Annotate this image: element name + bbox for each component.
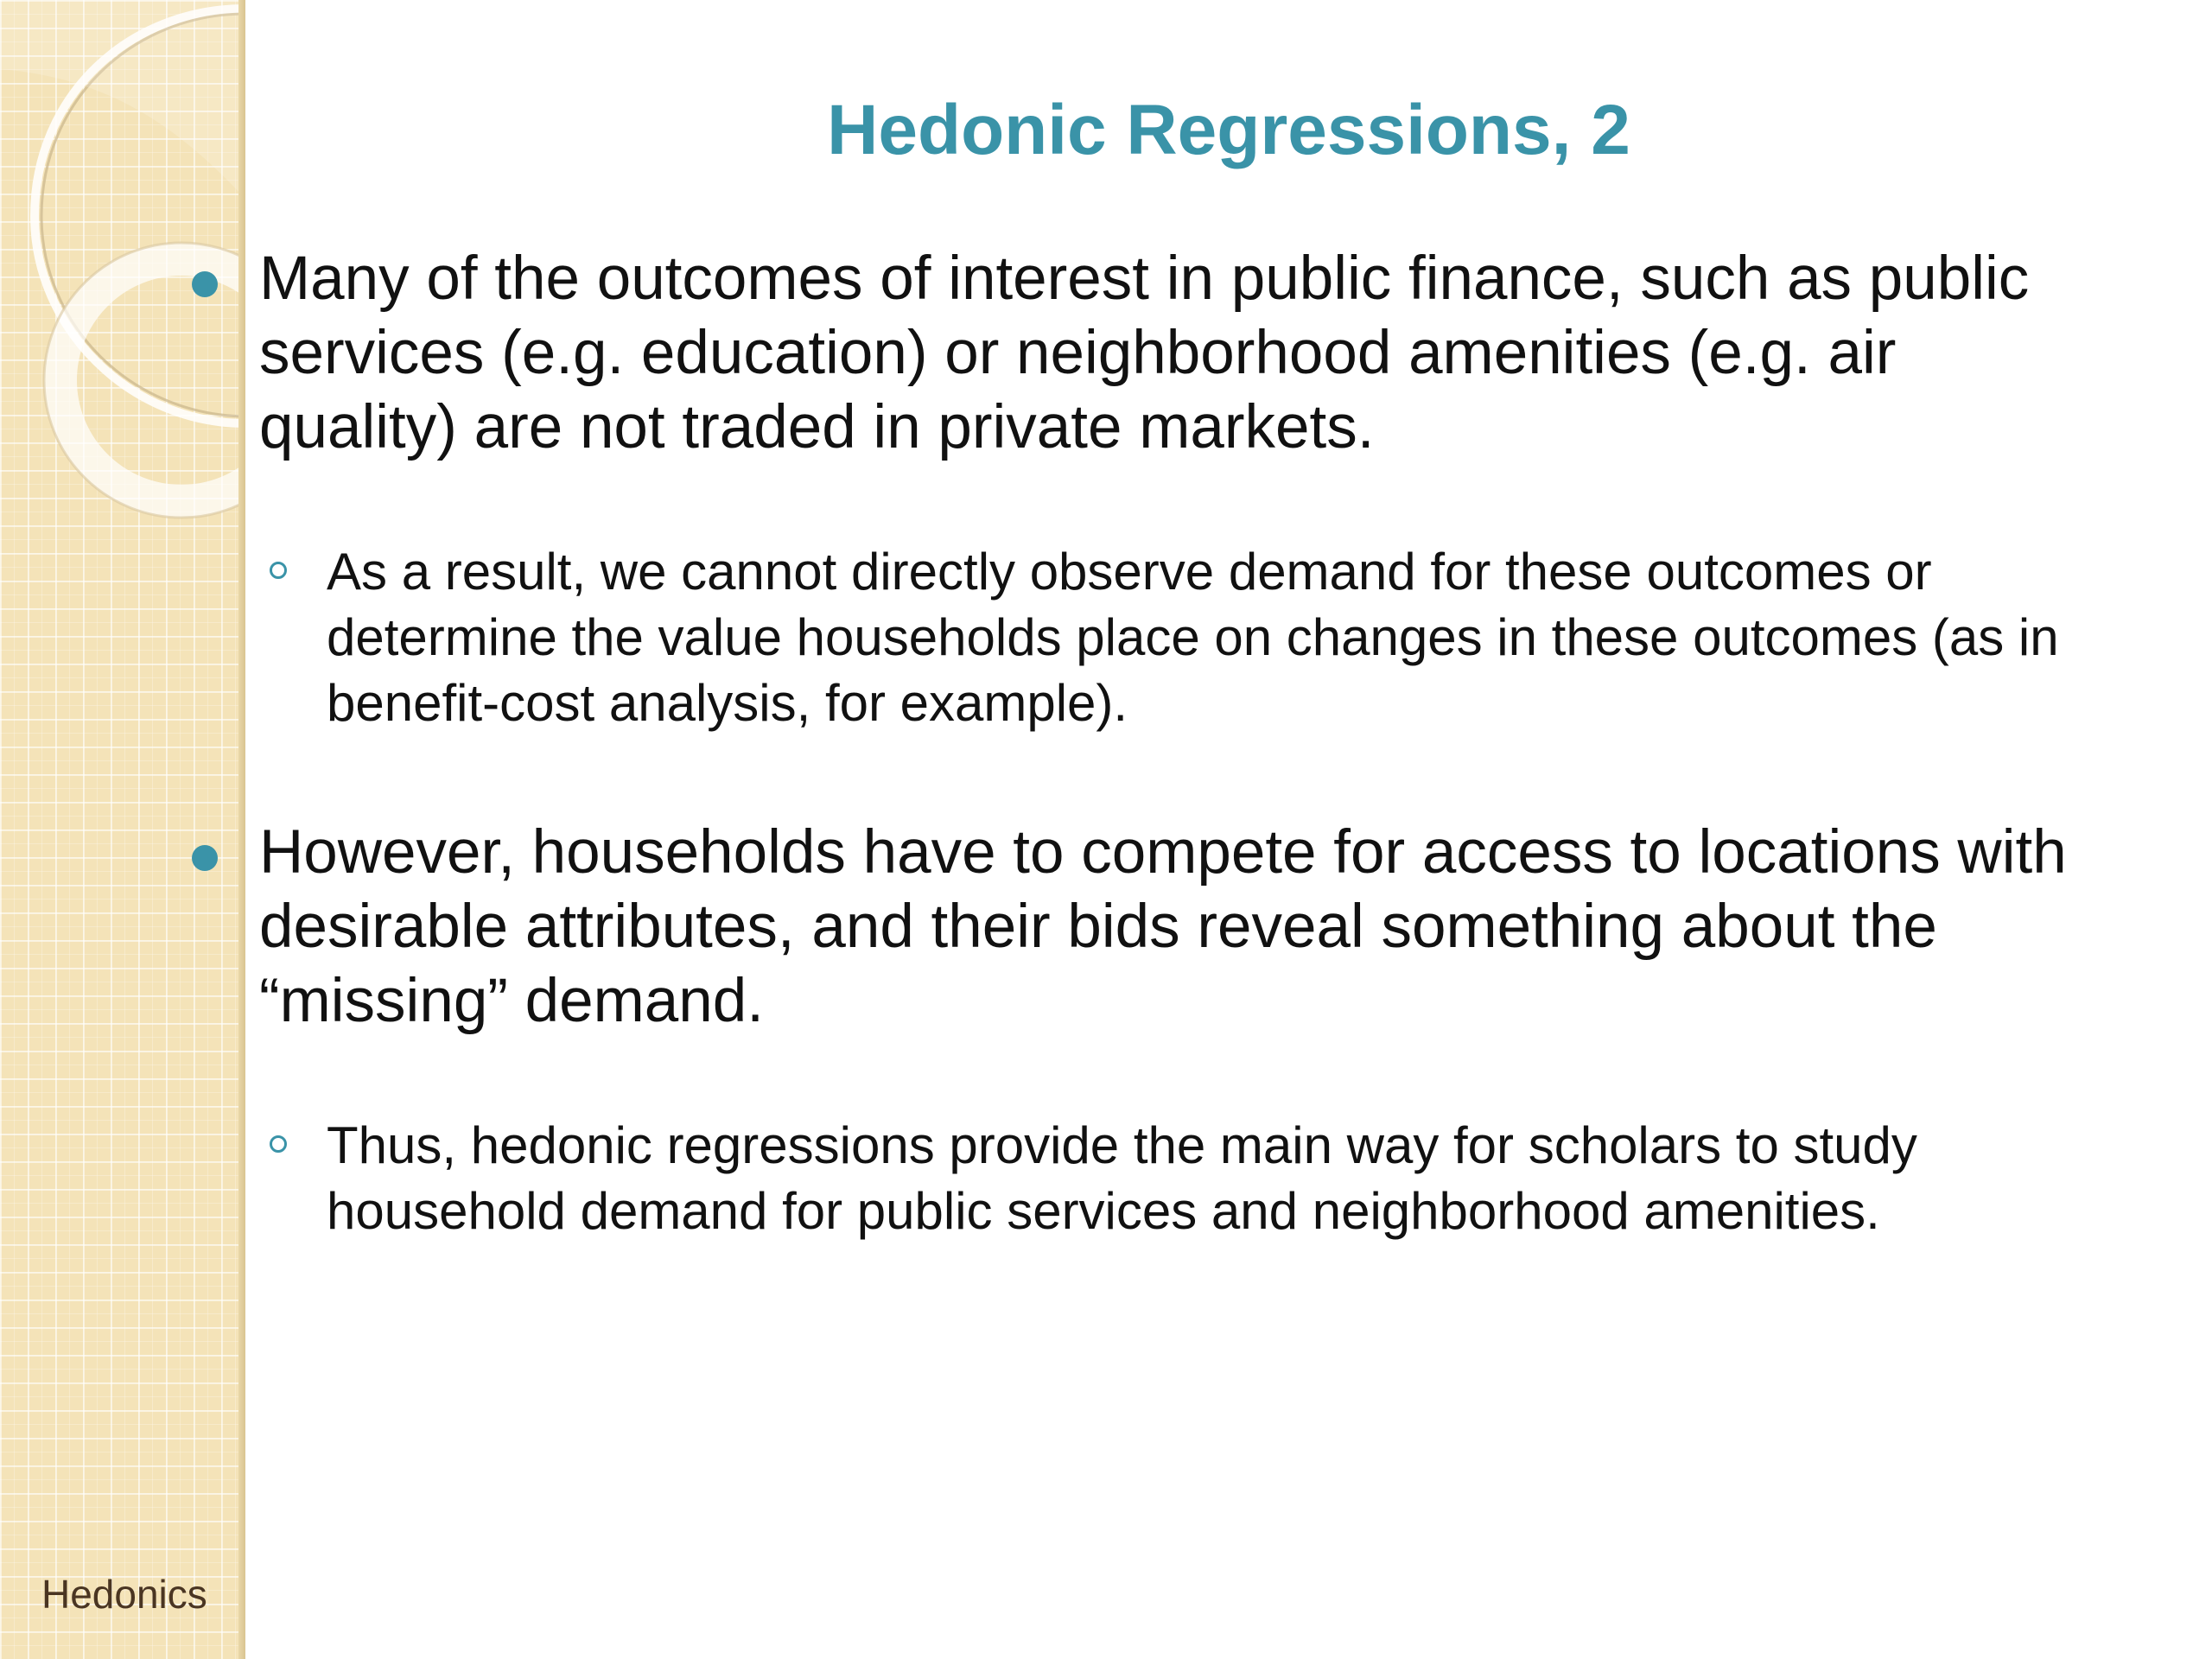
sub-bullet-text: Thus, hedonic regressions provide the main way for scholars to study household demand for public services and neighborhood amenities. [327,1116,1917,1240]
bullet-text: However, households have to compete for access to locations with desirable attributes, and their bids reveal something about the “missing” demand. [259,818,2067,1035]
bullet-dot-icon [192,271,218,297]
sub-bullet-ring-icon [270,562,287,579]
sub-bullet-item [327,539,2108,736]
sub-bullet-item [327,1113,2108,1244]
slide-content [259,242,2108,1324]
sub-bullet-text: As a result, we cannot directly observe demand for these outcomes or determine the value households place on changes in these outcomes (as in benefit-cost analysis, for example). [327,543,2059,732]
bullet-item [259,242,2108,465]
slide-title: Hedonic Regressions, 2 [827,91,1630,169]
decorative-side-panel [0,0,245,1659]
bullet-text: Many of the outcomes of interest in public finance, such as public services (e.g. education) or neighborhood amenities (e.g. air quality) are not traded in private markets. [259,245,2030,461]
decorative-rings-icon [0,0,245,605]
bullet-dot-icon [192,845,218,871]
footer-label: Hedonics [41,1572,207,1617]
sub-bullet-ring-icon [270,1135,287,1153]
bullet-item [259,816,2108,1039]
